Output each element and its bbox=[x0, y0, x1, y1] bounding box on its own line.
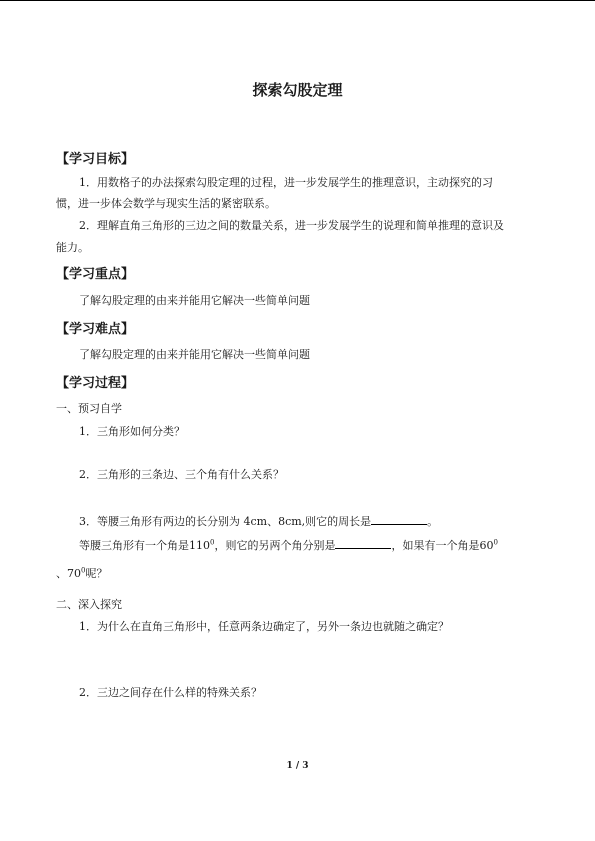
question-4-text-a: 等腰三角形有一个角是 bbox=[79, 539, 189, 552]
question-4-text-d-prefix: 、 bbox=[56, 567, 67, 580]
angle-70: $70^0$ bbox=[67, 566, 86, 580]
part1-question-1: 1．三角形如何分类？ bbox=[79, 425, 185, 438]
process-heading: 【学习过程】 bbox=[56, 376, 135, 391]
goal-item-1-line-2: 惯，进一步体会数学与现实生活的紧密联系。 bbox=[56, 197, 276, 210]
part1-question-4-line-2 bbox=[56, 567, 107, 581]
difficulties-text: 了解勾股定理的由来并能用它解决一些简单问题 bbox=[79, 348, 310, 361]
part1-question-2: 2．三角形的三条边、三个角有什么关系？ bbox=[79, 468, 284, 481]
angle-110: $110^0$ bbox=[189, 538, 215, 552]
question-4-text-b: ，则它的另两个角分别是 bbox=[214, 539, 336, 552]
difficulties-heading: 【学习难点】 bbox=[56, 322, 135, 337]
page-title: 探索勾股定理 bbox=[252, 81, 343, 99]
top-border-line bbox=[0, 0, 595, 1]
answer-blank-perimeter[interactable] bbox=[371, 513, 427, 525]
goals-heading: 【学习目标】 bbox=[56, 152, 135, 167]
question-4-text-c: ，如果有一个角是 bbox=[391, 539, 480, 552]
key-points-text: 了解勾股定理的由来并能用它解决一些简单问题 bbox=[79, 294, 310, 307]
goal-item-2-line-1: 2．理解直角三角形的三边之间的数量关系，进一步发展学生的说理和简单推理的意识及 bbox=[79, 219, 504, 232]
part1-title: 一、预习自学 bbox=[56, 402, 122, 415]
question-3-end: 。 bbox=[427, 515, 439, 528]
part1-question-4-line-1 bbox=[79, 537, 498, 553]
part1-question-3 bbox=[79, 513, 438, 529]
part2-question-1: 1．为什么在直角三角形中，任意两条边确定了，另外一条边也就随之确定？ bbox=[79, 620, 449, 633]
answer-blank-angles[interactable] bbox=[335, 537, 391, 549]
goal-item-2-line-2: 能力。 bbox=[56, 241, 89, 254]
part2-title: 二、深入探究 bbox=[56, 598, 122, 611]
question-4-text-d-suffix: 呢？ bbox=[85, 567, 108, 580]
angle-60: $60^0$ bbox=[479, 538, 498, 552]
part2-question-2: 2．三边之间存在什么样的特殊关系？ bbox=[79, 686, 262, 699]
goal-item-1-line-1: 1．用数格子的办法探索勾股定理的过程，进一步发展学生的推理意识，主动探究的习 bbox=[79, 176, 493, 189]
question-3-text: 3．等腰三角形有两边的长分别为 4cm、8cm,则它的周长是 bbox=[79, 515, 372, 528]
key-points-heading: 【学习重点】 bbox=[56, 267, 135, 282]
page-number: 1 / 3 bbox=[286, 761, 309, 771]
